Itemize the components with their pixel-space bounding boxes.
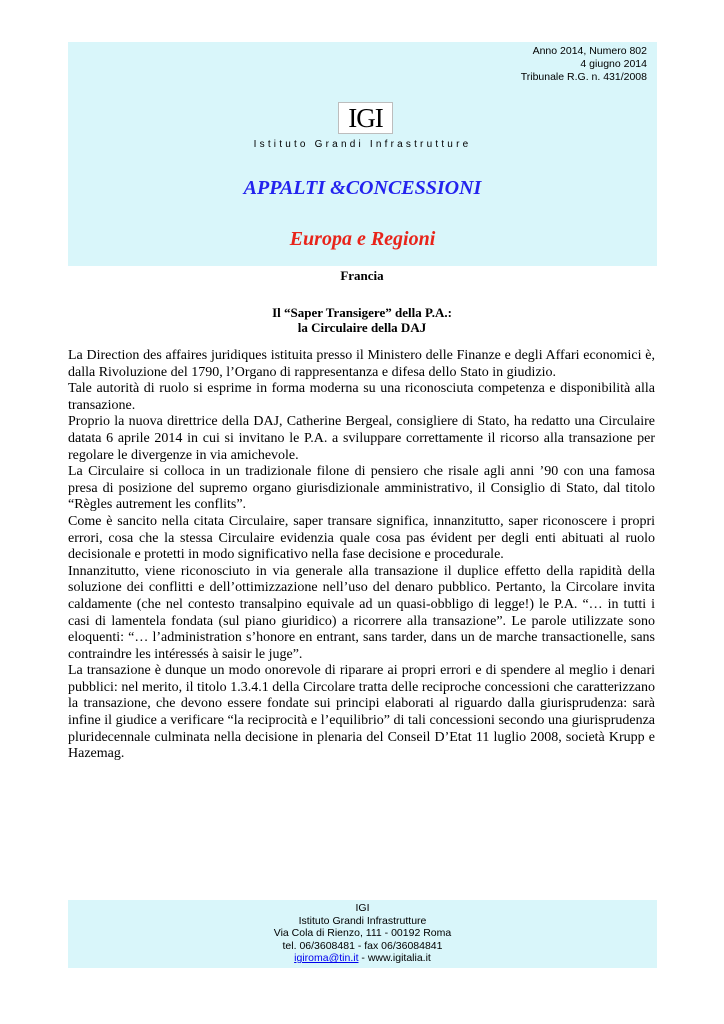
issue-number: Anno 2014, Numero 802: [532, 45, 647, 57]
footer-phone-fax: tel. 06/3608481 - fax 06/36084841: [282, 939, 443, 952]
article-body: [68, 348, 655, 763]
header-banner: [68, 42, 657, 266]
igi-logo: IGI: [338, 102, 393, 134]
email-link[interactable]: igiroma@tin.it: [294, 952, 359, 964]
article-paragraph: Come è sancito nella citata Circulaire, saper transare significa, innanzitutto, saper riconoscere i propri errori, cosa che la stessa Circulaire evidenzia quale cosa pas évident per degli enti abituati al ruolo decisionale e protetti in modo significativo nella fase decisione e procedurale.: [68, 513, 655, 563]
publication-info: [521, 45, 647, 84]
issue-date: 4 giugno 2014: [580, 58, 647, 70]
website-text: www.igitalia.it: [367, 952, 431, 964]
article-country: Francia: [340, 268, 384, 283]
footer-web-line: [68, 952, 657, 965]
article-heading-line-2: la Circulaire della DAJ: [297, 320, 427, 335]
newsletter-section: Europa e Regioni: [289, 228, 436, 250]
article-paragraph: La transazione è dunque un modo onorevole di riparare ai propri errori e di spendere al meglio i denari pubblici: nel merito, il titolo 1.3.4.1 della Circolare tratta delle reciproche concessioni che caratterizzano la transazione, che devono essere fondate sui principi elaborati al riguardo dalla giurisprudenza: sarà infine il giudice a verificare “la reciprocità e l’equilibrio” di tali concessioni secondo una giurisprudenza pluridecennale culminata nella decisione in plenaria del Conseil D’Etat 11 luglio 2008, società Krupp e Hazemag.: [68, 663, 655, 762]
footer-org-full: Istituto Grandi Infrastrutture: [298, 914, 427, 927]
footer-org-short: IGI: [355, 902, 370, 914]
article-paragraph: Tale autorità di ruolo si esprime in forma moderna su una riconosciuta competenza e disponibilità alla transazione.: [68, 381, 655, 413]
article-paragraph: La Circulaire si colloca in un tradizionale filone di pensiero che risale agli anni ’90 con una famosa presa di posizione del supremo organo giurisdizionale amministrativo, il Consiglio di Stato, dal titolo “Règles autrement les conflits”.: [68, 464, 655, 513]
footer-contact: [68, 900, 657, 968]
article-paragraph: La Direction des affaires juridiques istituita presso il Ministero delle Finanze e degli Affari economici è, dalla Rivoluzione del 1790, l’Organo di rappresentanza e difesa dello Stato in giudizio.: [68, 348, 655, 380]
tribunal-registration: Tribunale R.G. n. 431/2008: [520, 71, 647, 83]
article-paragraph: Proprio la nuova direttrice della DAJ, Catherine Bergeal, consigliere di Stato, ha redatto una Circulaire datata 6 aprile 2014 in cui si invitano le P.A. a sviluppare correttamente il ricorso alla transazione per regolare le divergenze in via amichevole.: [68, 414, 655, 463]
article-heading: [0, 305, 724, 335]
article-paragraph: Innanzitutto, viene riconosciuto in via generale alla transazione il duplice effetto della rapidità della soluzione dei conflitti e dell’ottimizzazione nell’uso del denaro pubblico. Pertanto, la Circolare invita caldamente (che nel contesto transalpino equivale ad un quasi-obbligo di legge!) le P.A. “… in tutti i casi di lamentela fondata (sul piano giuridico) a ricorrere alla transazione”. Le parole utilizzate sono eloquenti: “… l’administration s’honore en entrant, sans tarder, dans un de marche transactionelle, sans contraindre les intéressés à saisir le juge”.: [68, 563, 655, 662]
footer-separator: -: [358, 952, 368, 964]
newsletter-title: APPALTI &CONCESSIONI: [243, 177, 482, 199]
article-heading-line-1: Il “Saper Transigere” della P.A.:: [272, 305, 452, 320]
footer-address: Via Cola di Rienzo, 111 - 00192 Roma: [273, 927, 452, 939]
institute-name: Istituto Grandi Infrastrutture: [253, 139, 472, 150]
